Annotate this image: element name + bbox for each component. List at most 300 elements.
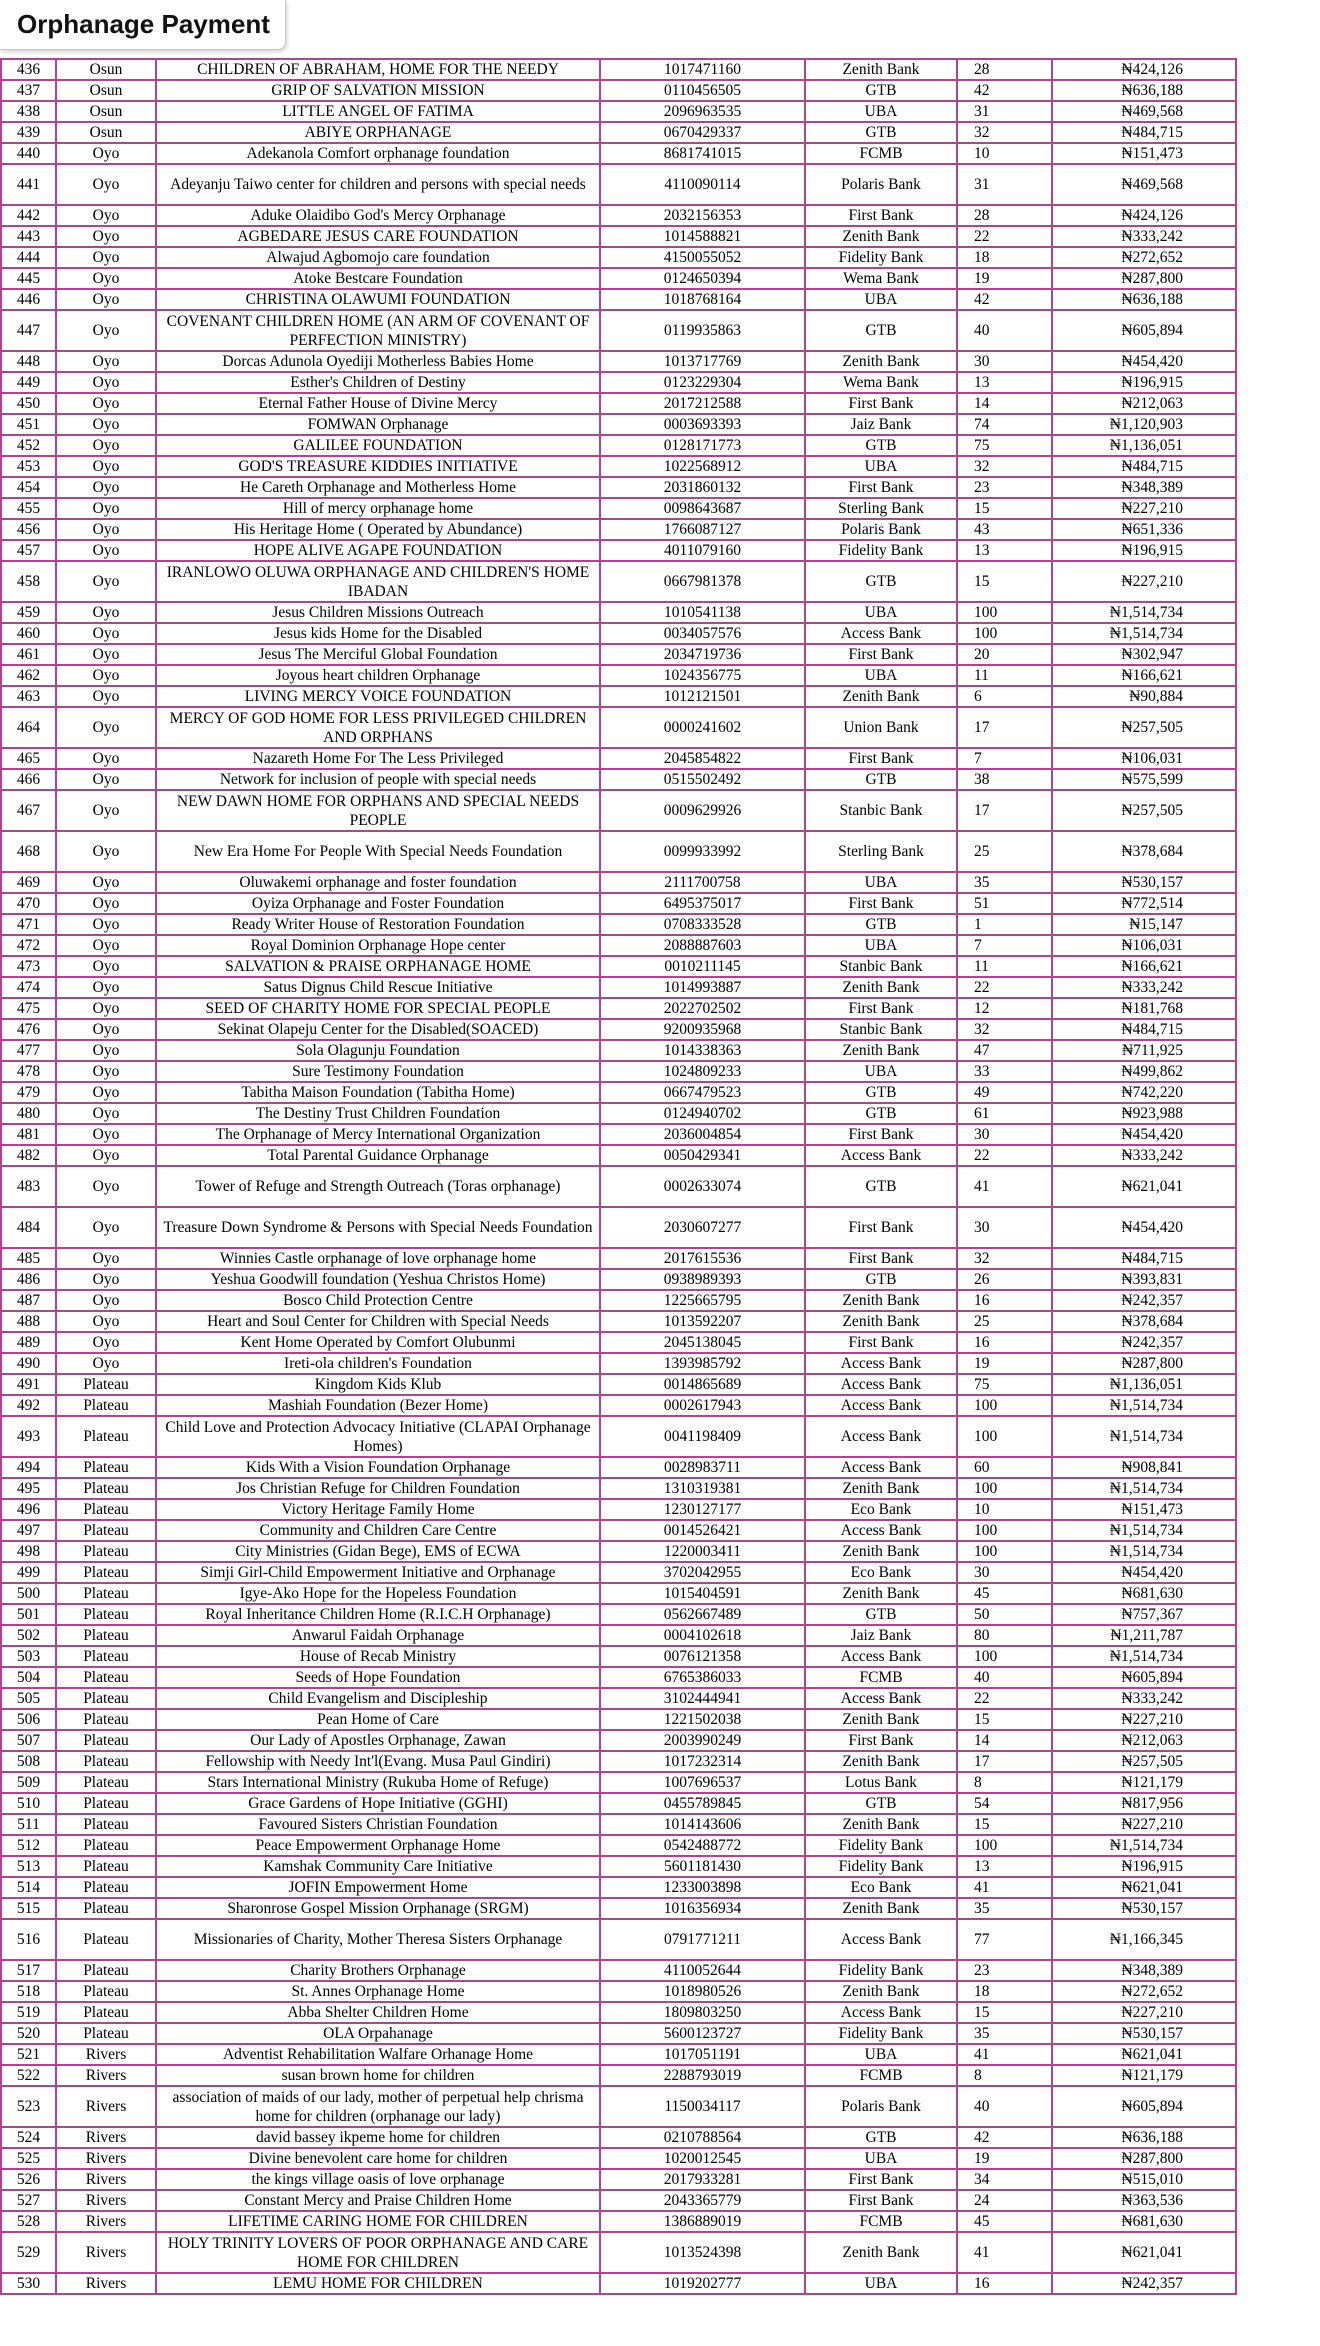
row-state: Oyo [56,1248,156,1269]
table-row [1,1332,1236,1353]
row-name: MERCY OF GOD HOME FOR LESS PRIVILEGED CHILDREN AND ORPHANS [156,707,600,748]
row-account-number: 0003693393 [600,414,805,435]
row-amount: ₦257,505 [1052,707,1236,748]
row-bank: First Bank [805,893,957,914]
row-name: Winnies Castle orphanage of love orphanage home [156,1248,600,1269]
row-name: the kings village oasis of love orphanage [156,2169,600,2190]
row-children-count: 45 [957,1583,1052,1604]
row-children-count: 17 [957,1751,1052,1772]
row-account-number: 2096963535 [600,101,805,122]
row-children-count: 41 [957,1166,1052,1207]
row-name: Kids With a Vision Foundation Orphanage [156,1457,600,1478]
row-amount: ₦530,157 [1052,2023,1236,2044]
row-sn: 522 [1,2065,56,2086]
row-account-number: 1024809233 [600,1061,805,1082]
table-row [1,2169,1236,2190]
row-sn: 525 [1,2148,56,2169]
row-children-count: 23 [957,1960,1052,1981]
row-state: Osun [56,122,156,143]
row-account-number: 0099933992 [600,831,805,872]
row-amount: ₦1,514,734 [1052,1416,1236,1457]
row-bank: GTB [805,561,957,602]
row-amount: ₦227,210 [1052,1814,1236,1835]
row-name: The Destiny Trust Children Foundation [156,1103,600,1124]
row-state: Plateau [56,1856,156,1877]
row-bank: GTB [805,80,957,101]
row-account-number: 0010211145 [600,956,805,977]
row-amount: ₦621,041 [1052,2232,1236,2273]
row-amount: ₦272,652 [1052,1981,1236,2002]
row-account-number: 1017471160 [600,59,805,80]
row-amount: ₦242,357 [1052,1290,1236,1311]
row-amount: ₦636,188 [1052,289,1236,310]
row-sn: 441 [1,164,56,205]
row-name: Sure Testimony Foundation [156,1061,600,1082]
row-bank: First Bank [805,748,957,769]
row-state: Oyo [56,1311,156,1332]
row-state: Plateau [56,1457,156,1478]
row-name: Stars International Ministry (Rukuba Home of Refuge) [156,1772,600,1793]
row-amount: ₦257,505 [1052,1751,1236,1772]
table-row [1,2044,1236,2065]
row-sn: 436 [1,59,56,80]
row-children-count: 16 [957,2273,1052,2294]
row-account-number: 0210788564 [600,2127,805,2148]
row-sn: 463 [1,686,56,707]
row-children-count: 50 [957,1604,1052,1625]
table-row [1,1772,1236,1793]
row-bank: Sterling Bank [805,498,957,519]
row-sn: 500 [1,1583,56,1604]
row-state: Plateau [56,1730,156,1751]
row-bank: Jaiz Bank [805,1625,957,1646]
table-row [1,1856,1236,1877]
sheet-title-tab[interactable] [0,0,286,50]
row-name: Total Parental Guidance Orphanage [156,1145,600,1166]
table-row [1,1395,1236,1416]
row-bank: Fidelity Bank [805,1960,957,1981]
row-amount: ₦227,210 [1052,1709,1236,1730]
row-bank: GTB [805,122,957,143]
row-bank: Access Bank [805,1416,957,1457]
row-bank: FCMB [805,2211,957,2232]
row-state: Oyo [56,205,156,226]
row-bank: Access Bank [805,623,957,644]
row-children-count: 13 [957,1856,1052,1877]
row-amount: ₦636,188 [1052,2127,1236,2148]
row-children-count: 14 [957,1730,1052,1751]
row-state: Oyo [56,435,156,456]
row-amount: ₦242,357 [1052,1332,1236,1353]
row-name: Sekinat Olapeju Center for the Disabled(SOACED) [156,1019,600,1040]
row-state: Plateau [56,1835,156,1856]
row-state: Plateau [56,1395,156,1416]
row-state: Plateau [56,1562,156,1583]
row-state: Rivers [56,2044,156,2065]
row-amount: ₦333,242 [1052,1145,1236,1166]
row-amount: ₦1,136,051 [1052,1374,1236,1395]
table-row [1,1353,1236,1374]
row-bank: GTB [805,1082,957,1103]
row-children-count: 17 [957,707,1052,748]
row-bank: UBA [805,456,957,477]
row-children-count: 8 [957,2065,1052,2086]
row-state: Plateau [56,1416,156,1457]
row-name: association of maids of our lady, mother of perpetual help chrisma home for children (orphanage our lady) [156,2086,600,2127]
row-state: Oyo [56,935,156,956]
table-row [1,707,1236,748]
row-name: Tabitha Maison Foundation (Tabitha Home) [156,1082,600,1103]
table-row [1,540,1236,561]
table-row [1,1898,1236,1919]
table-row [1,1960,1236,1981]
row-name: AGBEDARE JESUS CARE FOUNDATION [156,226,600,247]
row-sn: 452 [1,435,56,456]
row-account-number: 0041198409 [600,1416,805,1457]
row-children-count: 42 [957,2127,1052,2148]
row-state: Oyo [56,1332,156,1353]
row-children-count: 75 [957,435,1052,456]
row-state: Oyo [56,1019,156,1040]
row-children-count: 10 [957,143,1052,164]
row-name: Dorcas Adunola Oyediji Motherless Babies Home [156,351,600,372]
row-sn: 482 [1,1145,56,1166]
row-name: Oyiza Orphanage and Foster Foundation [156,893,600,914]
row-sn: 507 [1,1730,56,1751]
row-children-count: 30 [957,1207,1052,1248]
row-sn: 448 [1,351,56,372]
row-name: CHILDREN OF ABRAHAM, HOME FOR THE NEEDY [156,59,600,80]
row-account-number: 1016356934 [600,1898,805,1919]
row-sn: 467 [1,790,56,831]
row-name: JOFIN Empowerment Home [156,1877,600,1898]
table-row [1,998,1236,1019]
table-row [1,289,1236,310]
row-name: LEMU HOME FOR CHILDREN [156,2273,600,2294]
row-name: He Careth Orphanage and Motherless Home [156,477,600,498]
row-account-number: 0000241602 [600,707,805,748]
row-bank: First Bank [805,998,957,1019]
row-children-count: 40 [957,310,1052,351]
row-sn: 512 [1,1835,56,1856]
row-children-count: 25 [957,1311,1052,1332]
row-bank: Fidelity Bank [805,2023,957,2044]
row-sn: 440 [1,143,56,164]
row-sn: 487 [1,1290,56,1311]
row-account-number: 1013524398 [600,2232,805,2273]
row-name: Divine benevolent care home for children [156,2148,600,2169]
row-amount: ₦181,768 [1052,998,1236,1019]
row-children-count: 40 [957,1667,1052,1688]
row-bank: First Bank [805,205,957,226]
row-account-number: 8681741015 [600,143,805,164]
row-state: Osun [56,101,156,122]
table-row [1,1248,1236,1269]
row-children-count: 41 [957,2044,1052,2065]
row-name: SEED OF CHARITY HOME FOR SPECIAL PEOPLE [156,998,600,1019]
table-row [1,1709,1236,1730]
row-bank: Access Bank [805,1520,957,1541]
row-account-number: 1014993887 [600,977,805,998]
row-state: Plateau [56,1583,156,1604]
row-amount: ₦1,514,734 [1052,623,1236,644]
row-name: Child Evangelism and Discipleship [156,1688,600,1709]
row-state: Oyo [56,623,156,644]
row-amount: ₦530,157 [1052,1898,1236,1919]
row-account-number: 2017212588 [600,393,805,414]
row-state: Oyo [56,872,156,893]
row-bank: GTB [805,769,957,790]
row-children-count: 10 [957,1499,1052,1520]
row-sn: 459 [1,602,56,623]
row-account-number: 0014865689 [600,1374,805,1395]
table-row [1,1019,1236,1040]
row-bank: GTB [805,1103,957,1124]
row-state: Plateau [56,1772,156,1793]
row-account-number: 0515502492 [600,769,805,790]
row-sn: 453 [1,456,56,477]
table-row [1,935,1236,956]
row-account-number: 1013717769 [600,351,805,372]
row-name: Alwajud Agbomojo care foundation [156,247,600,268]
row-bank: Stanbic Bank [805,1019,957,1040]
row-bank: Wema Bank [805,268,957,289]
table-row [1,1646,1236,1667]
row-sn: 461 [1,644,56,665]
row-amount: ₦605,894 [1052,2086,1236,2127]
row-amount: ₦287,800 [1052,2148,1236,2169]
row-children-count: 100 [957,1520,1052,1541]
row-bank: Polaris Bank [805,2086,957,2127]
row-bank: Polaris Bank [805,164,957,205]
row-bank: Zenith Bank [805,351,957,372]
row-state: Oyo [56,748,156,769]
payments-table-body [1,59,1236,2294]
row-state: Oyo [56,310,156,351]
row-sn: 474 [1,977,56,998]
row-state: Plateau [56,1919,156,1960]
row-sn: 519 [1,2002,56,2023]
row-name: Jos Christian Refuge for Children Foundation [156,1478,600,1499]
row-amount: ₦499,862 [1052,1061,1236,1082]
table-row [1,519,1236,540]
row-sn: 446 [1,289,56,310]
row-sn: 447 [1,310,56,351]
row-children-count: 38 [957,769,1052,790]
row-amount: ₦681,630 [1052,1583,1236,1604]
row-account-number: 0119935863 [600,310,805,351]
row-name: St. Annes Orphanage Home [156,1981,600,2002]
row-bank: Fidelity Bank [805,1856,957,1877]
row-state: Oyo [56,790,156,831]
row-children-count: 8 [957,1772,1052,1793]
row-amount: ₦348,389 [1052,477,1236,498]
row-amount: ₦515,010 [1052,2169,1236,2190]
row-state: Oyo [56,519,156,540]
row-sn: 462 [1,665,56,686]
row-amount: ₦1,514,734 [1052,1395,1236,1416]
row-state: Oyo [56,977,156,998]
table-row [1,2023,1236,2044]
row-account-number: 0542488772 [600,1835,805,1856]
row-children-count: 60 [957,1457,1052,1478]
row-state: Plateau [56,1541,156,1562]
table-row [1,872,1236,893]
row-bank: Access Bank [805,1688,957,1709]
row-account-number: 2022702502 [600,998,805,1019]
row-account-number: 1018768164 [600,289,805,310]
payments-table [0,58,1237,2295]
table-row [1,1981,1236,2002]
row-name: Igye-Ako Hope for the Hopeless Foundation [156,1583,600,1604]
row-name: Eternal Father House of Divine Mercy [156,393,600,414]
row-children-count: 15 [957,1814,1052,1835]
row-bank: Zenith Bank [805,1290,957,1311]
row-amount: ₦484,715 [1052,122,1236,143]
row-sn: 488 [1,1311,56,1332]
row-bank: UBA [805,665,957,686]
row-sn: 457 [1,540,56,561]
row-name: Peace Empowerment Orphanage Home [156,1835,600,1856]
row-bank: UBA [805,101,957,122]
row-state: Rivers [56,2169,156,2190]
row-amount: ₦1,211,787 [1052,1625,1236,1646]
row-bank: Eco Bank [805,1877,957,1898]
row-children-count: 24 [957,2190,1052,2211]
row-account-number: 2031860132 [600,477,805,498]
row-name: Mashiah Foundation (Bezer Home) [156,1395,600,1416]
row-children-count: 42 [957,80,1052,101]
table-row [1,665,1236,686]
row-bank: GTB [805,1166,957,1207]
row-account-number: 4150055052 [600,247,805,268]
row-amount: ₦242,357 [1052,2273,1236,2294]
table-row [1,644,1236,665]
row-account-number: 0938989393 [600,1269,805,1290]
row-bank: Zenith Bank [805,59,957,80]
row-sn: 486 [1,1269,56,1290]
row-sn: 516 [1,1919,56,1960]
row-sn: 490 [1,1353,56,1374]
row-account-number: 0455789845 [600,1793,805,1814]
row-children-count: 6 [957,686,1052,707]
table-row [1,456,1236,477]
row-bank: GTB [805,1604,957,1625]
row-amount: ₦121,179 [1052,2065,1236,2086]
row-name: City Ministries (Gidan Bege), EMS of ECWA [156,1541,600,1562]
row-account-number: 2288793019 [600,2065,805,2086]
row-state: Plateau [56,2023,156,2044]
row-state: Plateau [56,1478,156,1499]
row-amount: ₦424,126 [1052,205,1236,226]
table-row [1,1877,1236,1898]
row-amount: ₦166,621 [1052,665,1236,686]
row-bank: First Bank [805,1332,957,1353]
row-name: Grace Gardens of Hope Initiative (GGHI) [156,1793,600,1814]
row-state: Plateau [56,1667,156,1688]
row-amount: ₦484,715 [1052,1248,1236,1269]
row-account-number: 2045138045 [600,1332,805,1353]
row-bank: FCMB [805,2065,957,2086]
row-children-count: 32 [957,1019,1052,1040]
row-account-number: 1022568912 [600,456,805,477]
row-children-count: 20 [957,644,1052,665]
row-sn: 517 [1,1960,56,1981]
row-amount: ₦621,041 [1052,2044,1236,2065]
row-account-number: 2003990249 [600,1730,805,1751]
row-sn: 476 [1,1019,56,1040]
row-children-count: 45 [957,2211,1052,2232]
row-children-count: 51 [957,893,1052,914]
row-children-count: 100 [957,1835,1052,1856]
row-sn: 480 [1,1103,56,1124]
row-sn: 514 [1,1877,56,1898]
row-bank: GTB [805,2127,957,2148]
row-children-count: 100 [957,602,1052,623]
row-name: Adekanola Comfort orphanage foundation [156,143,600,164]
row-children-count: 43 [957,519,1052,540]
row-sn: 520 [1,2023,56,2044]
row-amount: ₦287,800 [1052,268,1236,289]
row-state: Oyo [56,1166,156,1207]
table-row [1,1625,1236,1646]
row-state: Plateau [56,1625,156,1646]
row-account-number: 4110090114 [600,164,805,205]
row-name: SALVATION & PRAISE ORPHANAGE HOME [156,956,600,977]
row-amount: ₦333,242 [1052,226,1236,247]
row-state: Oyo [56,247,156,268]
table-row [1,1520,1236,1541]
table-row [1,2273,1236,2294]
table-row [1,1124,1236,1145]
row-bank: Polaris Bank [805,519,957,540]
row-sn: 509 [1,1772,56,1793]
row-sn: 491 [1,1374,56,1395]
row-children-count: 13 [957,372,1052,393]
row-sn: 494 [1,1457,56,1478]
row-state: Oyo [56,1061,156,1082]
row-sn: 450 [1,393,56,414]
row-bank: Eco Bank [805,1562,957,1583]
row-state: Plateau [56,1814,156,1835]
row-children-count: 100 [957,1541,1052,1562]
row-sn: 511 [1,1814,56,1835]
row-bank: Stanbic Bank [805,956,957,977]
row-children-count: 32 [957,1248,1052,1269]
table-row [1,686,1236,707]
row-state: Rivers [56,2127,156,2148]
row-children-count: 14 [957,393,1052,414]
row-children-count: 22 [957,226,1052,247]
row-name: Victory Heritage Family Home [156,1499,600,1520]
row-state: Oyo [56,561,156,602]
row-account-number: 0002633074 [600,1166,805,1207]
row-children-count: 54 [957,1793,1052,1814]
row-state: Oyo [56,602,156,623]
row-children-count: 26 [957,1269,1052,1290]
row-children-count: 77 [957,1919,1052,1960]
row-name: New Era Home For People With Special Needs Foundation [156,831,600,872]
row-state: Oyo [56,707,156,748]
row-bank: Access Bank [805,1145,957,1166]
row-name: Oluwakemi orphanage and foster foundation [156,872,600,893]
row-state: Oyo [56,1207,156,1248]
table-row [1,247,1236,268]
row-account-number: 2036004854 [600,1124,805,1145]
row-name: Treasure Down Syndrome & Persons with Special Needs Foundation [156,1207,600,1248]
row-bank: GTB [805,914,957,935]
row-bank: Sterling Bank [805,831,957,872]
